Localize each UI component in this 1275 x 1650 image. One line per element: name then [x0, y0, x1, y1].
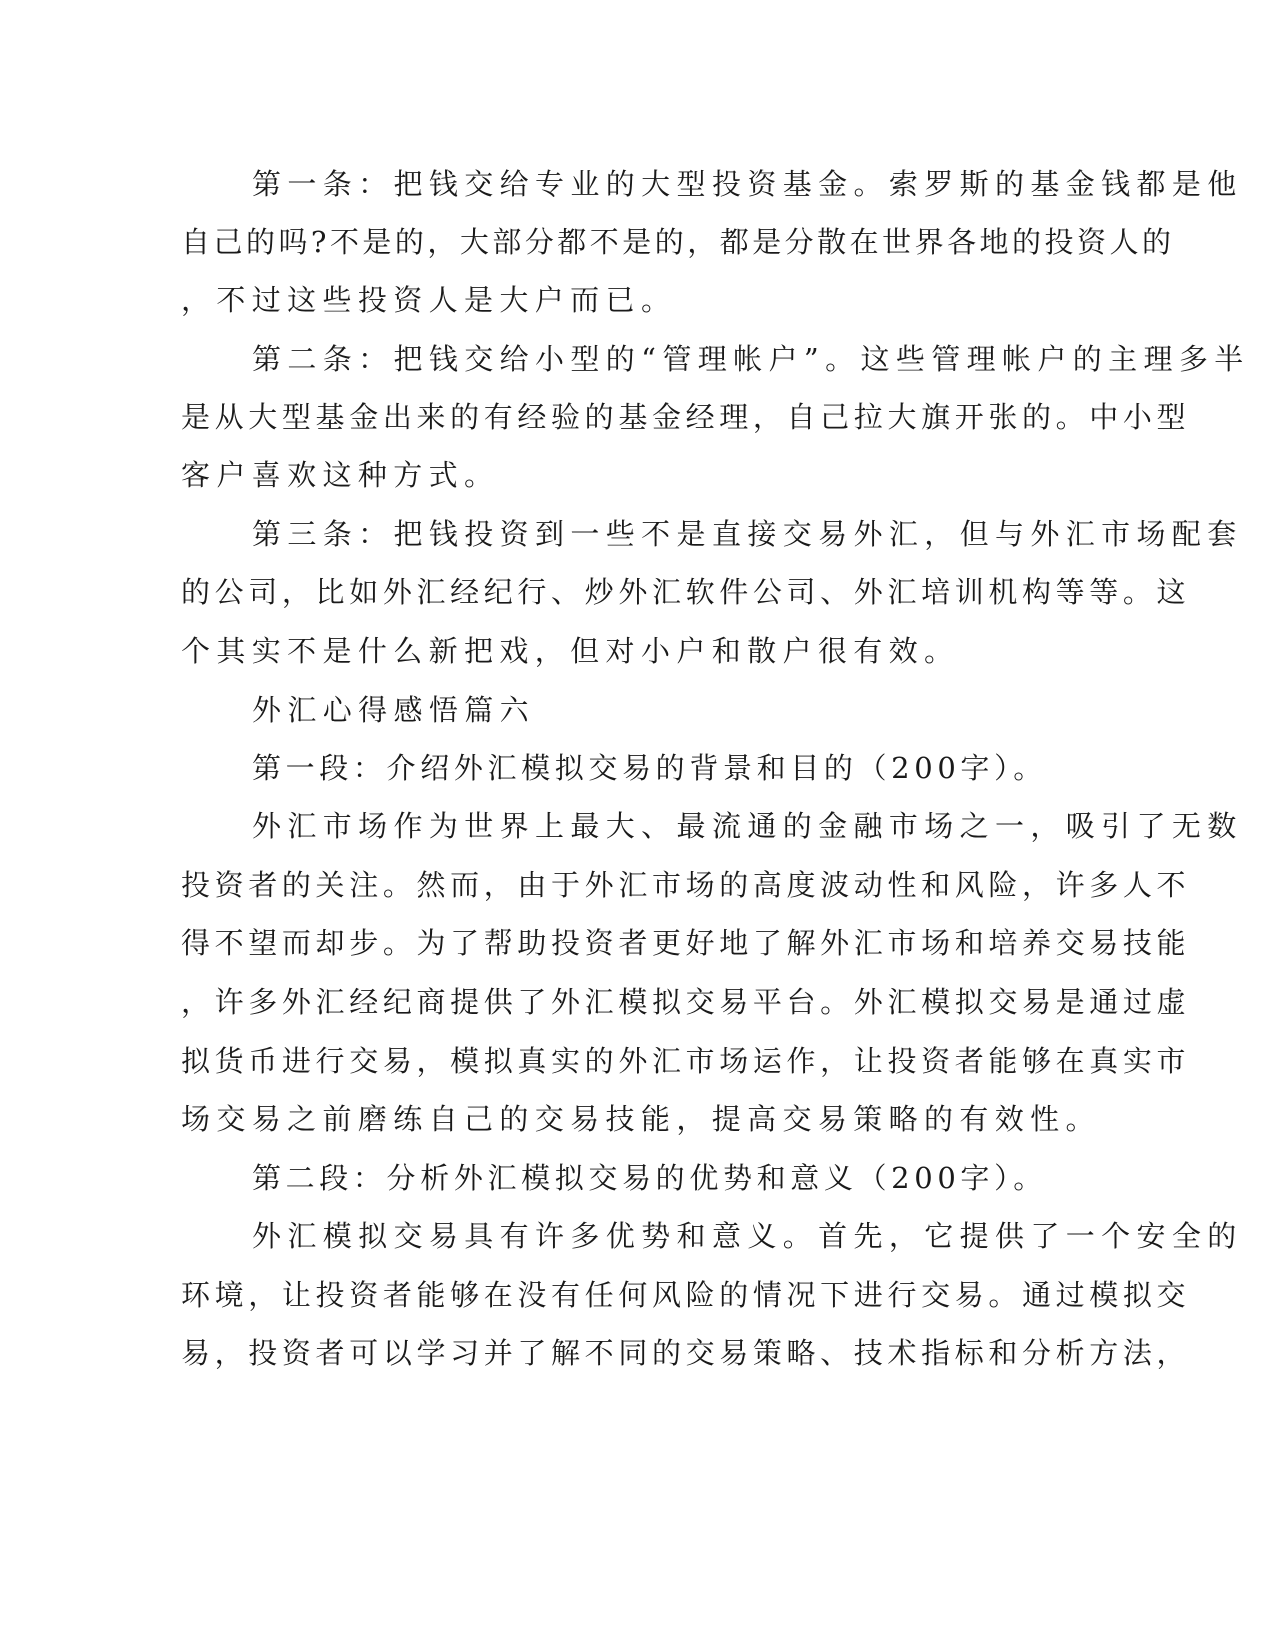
- text-line: 外汇市场作为世界上最大、最流通的金融市场之一，吸引了无数: [252, 809, 1243, 843]
- text-line: 第三条：把钱投资到一些不是直接交易外汇，但与外汇市场配套: [252, 517, 1243, 551]
- text-line: 投资者的关注。然而，由于外汇市场的高度波动性和风险，许多人不: [181, 868, 1191, 902]
- text-line: 得不望而却步。为了帮助投资者更好地了解外汇市场和培养交易技能: [181, 926, 1191, 960]
- text-line: 个其实不是什么新把戏，但对小户和散户很有效。: [181, 634, 960, 668]
- text-line: ，许多外汇经纪商提供了外汇模拟交易平台。外汇模拟交易是通过虚: [181, 985, 1191, 1019]
- text-line: 的公司，比如外汇经纪行、炒外汇软件公司、外汇培训机构等等。这: [181, 575, 1191, 609]
- section-heading: 外汇心得感悟篇六: [252, 693, 536, 727]
- paragraph-heading: 第二段：分析外汇模拟交易的优势和意义（200字）。: [252, 1161, 1047, 1195]
- text-line: ，不过这些投资人是大户而已。: [181, 283, 677, 317]
- text-line: 是从大型基金出来的有经验的基金经理，自己拉大旗开张的。中小型: [181, 400, 1191, 434]
- text-line: 拟货币进行交易，模拟真实的外汇市场运作，让投资者能够在真实市: [181, 1044, 1191, 1078]
- text-line: 环境，让投资者能够在没有任何风险的情况下进行交易。通过模拟交: [181, 1278, 1191, 1312]
- text-line: 易，投资者可以学习并了解不同的交易策略、技术指标和分析方法，: [181, 1336, 1191, 1370]
- text-line: 第二条：把钱交给小型的“管理帐户”。这些管理帐户的主理多半: [252, 342, 1250, 376]
- text-line: 场交易之前磨练自己的交易技能，提高交易策略的有效性。: [181, 1102, 1101, 1136]
- text-line: 第一条：把钱交给专业的大型投资基金。索罗斯的基金钱都是他: [252, 167, 1243, 201]
- text-line: 自己的吗?不是的，大部分都不是的，都是分散在世界各地的投资人的: [181, 225, 1175, 259]
- text-line: 客户喜欢这种方式。: [181, 458, 500, 492]
- text-line: 外汇模拟交易具有许多优势和意义。首先，它提供了一个安全的: [252, 1219, 1243, 1253]
- paragraph-heading: 第一段：介绍外汇模拟交易的背景和目的（200字）。: [252, 751, 1047, 785]
